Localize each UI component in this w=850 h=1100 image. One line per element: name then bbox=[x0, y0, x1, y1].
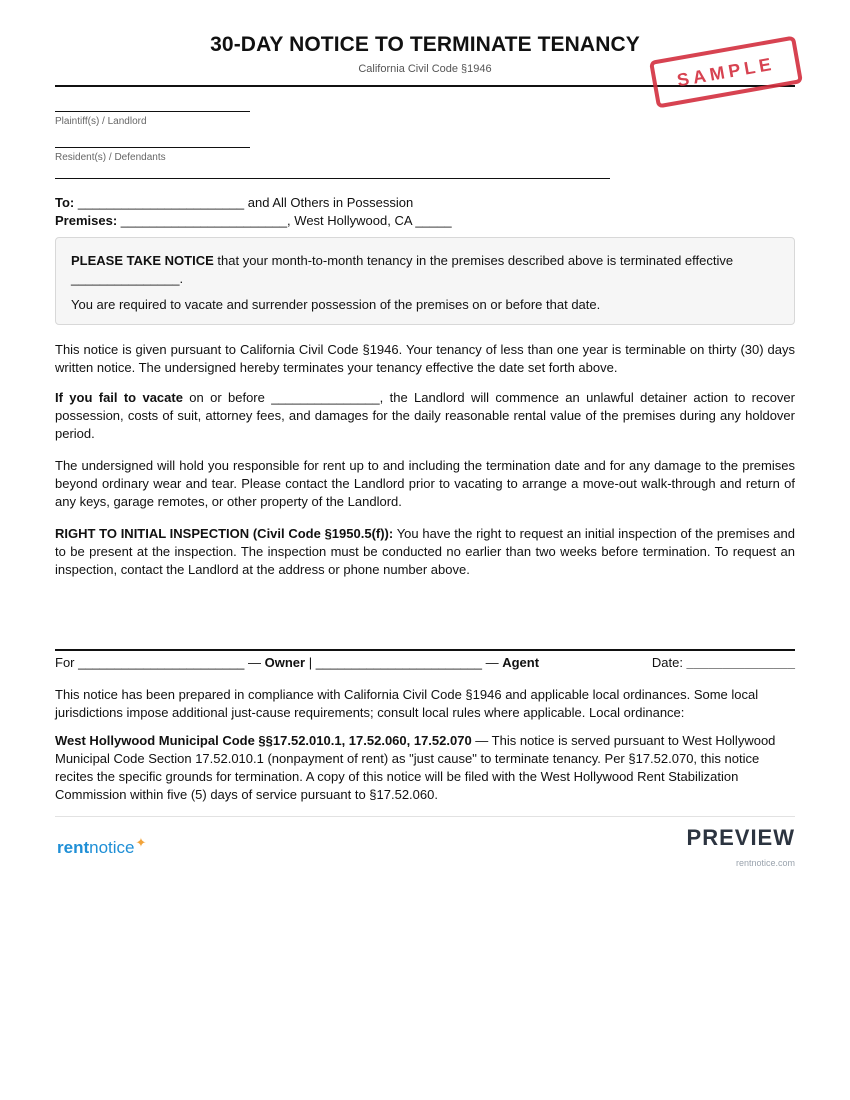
footer-rule bbox=[55, 816, 795, 817]
to-label: To: bbox=[55, 195, 75, 210]
resident-label: Resident(s) / Defendants bbox=[55, 152, 166, 163]
notice-lead: PLEASE TAKE NOTICE bbox=[71, 253, 214, 268]
document-title: 30-DAY NOTICE TO TERMINATE TENANCY bbox=[210, 33, 640, 56]
premises-label: Premises: bbox=[55, 213, 118, 228]
sample-stamp: SAMPLE bbox=[649, 36, 803, 109]
ordinance-text: — This notice is served pursuant to West Hollywood Municipal Code Section 17.52.010.1 (nonpayment of rent) as "just cause" to terminate tenancy. Per §17.52.070, this notice recites the specific grounds for termination. A copy of this notice will be filed with the West Hollywood Rent Stabilization Commission within five (5) days of service pursuant to §17.52.060. bbox=[55, 733, 776, 802]
signature-for: For _______________________ — bbox=[55, 655, 265, 670]
notice-statement bbox=[71, 252, 771, 288]
owner-label: Owner bbox=[264, 655, 306, 670]
landlord-signature-line bbox=[55, 111, 250, 112]
notice-box bbox=[55, 237, 795, 325]
document-subtitle: California Civil Code §1946 bbox=[358, 63, 492, 75]
rentnotice-logo bbox=[57, 835, 147, 858]
logo-notice: notice bbox=[89, 838, 135, 857]
inspection-lead: RIGHT TO INITIAL INSPECTION (Civil Code §1950.5(f)): bbox=[55, 526, 394, 541]
inspection-paragraph bbox=[55, 525, 795, 579]
signature-date bbox=[652, 655, 795, 670]
date-blank: _______________ bbox=[686, 655, 795, 670]
parties-rule bbox=[55, 178, 610, 179]
inspection-text: You have the right to request an initial inspection of the premises and to be present at the inspection. The inspection must be conducted no earlier than two weeks before termination. To request an inspection, contact the Landlord at the address or phone number above. bbox=[55, 526, 796, 577]
compliance-paragraph: This notice has been prepared in compliance with California Civil Code §1946 and applicable local ordinances. Some local jurisdictions impose additional just-cause requirements; consult local rules where applicable. Local ordinance: bbox=[55, 687, 759, 720]
to-value: _______________________ and All Others in Possession bbox=[74, 195, 414, 210]
date-label: Date: bbox=[651, 655, 687, 670]
logo-rent: rent bbox=[57, 838, 90, 857]
sparkle-icon: ✦ bbox=[135, 835, 147, 850]
notice-document bbox=[55, 0, 795, 1100]
premises-line bbox=[55, 213, 452, 228]
premises-value: _______________________, West Hollywood, CA _____ bbox=[117, 213, 452, 228]
civil-code-paragraph: This notice is given pursuant to California Civil Code §1946. Your tenancy of less than one year is terminable on thirty (30) days written notice. The undersigned hereby terminates your tenancy effective the date set forth above. bbox=[55, 342, 795, 375]
site-url: rentnotice.com bbox=[735, 858, 795, 868]
preview-label: PREVIEW bbox=[686, 825, 795, 850]
ordinance-paragraph bbox=[55, 732, 795, 804]
notice-line1: that your month-to-month tenancy in the premises described above is terminated effective _______________. bbox=[71, 253, 734, 286]
vacate-statement: You are required to vacate and surrender possession of the premises on or before that date. bbox=[71, 297, 601, 312]
to-line bbox=[55, 195, 413, 210]
fail-to-vacate-paragraph bbox=[55, 389, 795, 443]
agent-label: Agent bbox=[502, 655, 540, 670]
ordinance-lead: West Hollywood Municipal Code §§17.52.010.1, 17.52.060, 17.52.070 bbox=[55, 733, 472, 748]
signature-separator: | _______________________ — bbox=[305, 655, 503, 670]
fail-to-vacate-text: on or before _______________, the Landlord will commence an unlawful detainer action to recover possession, costs of suit, attorney fees, and damages for the daily reasonable rental value of the premises during any holdover period. bbox=[55, 390, 795, 441]
signature-row bbox=[55, 655, 795, 670]
fail-to-vacate-lead: If you fail to vacate bbox=[55, 390, 183, 405]
landlord-label: Plaintiff(s) / Landlord bbox=[55, 116, 147, 127]
resident-signature-line bbox=[55, 147, 250, 148]
responsibility-paragraph: The undersigned will hold you responsible for rent up to and including the termination date and for any damage to the premises beyond ordinary wear and tear. Please contact the Landlord prior to vacating to arrange a move-out walk-through and return of any keys, garage remotes, or other property of the Landlord. bbox=[55, 458, 795, 509]
signature-rule bbox=[55, 649, 795, 651]
